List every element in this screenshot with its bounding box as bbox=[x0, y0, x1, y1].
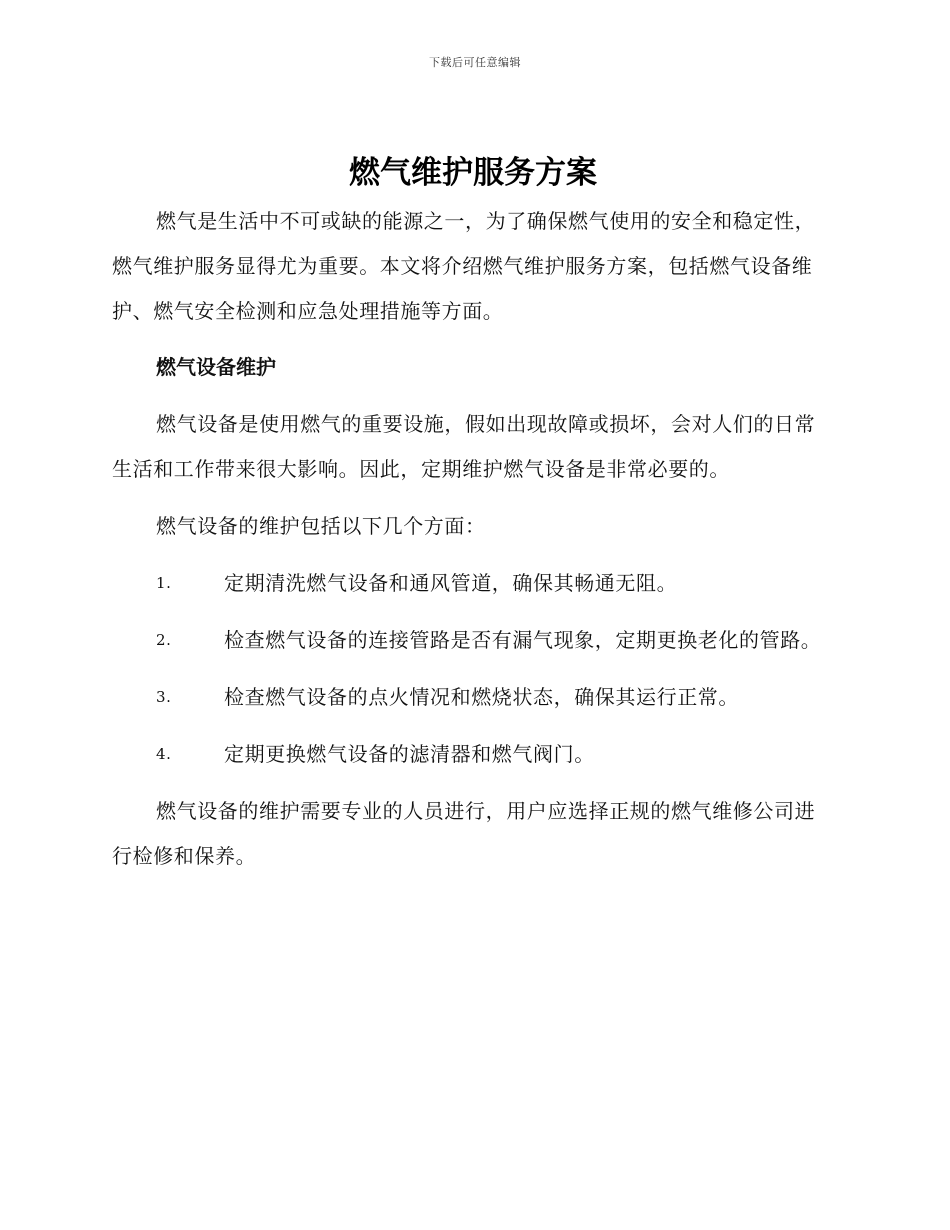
list-item-text: 检查燃气设备的连接管路是否有漏气现象，定期更换老化的管路。 bbox=[224, 628, 822, 652]
list-item-text: 定期更换燃气设备的滤清器和燃气阀门。 bbox=[224, 742, 595, 766]
list-item-number: 4. bbox=[156, 745, 172, 763]
list-item bbox=[112, 561, 834, 606]
closing-paragraph: 燃气设备的维护需要专业的人员进行，用户应选择正规的燃气维修公司进行检修和保养。 bbox=[112, 799, 816, 868]
document-body bbox=[112, 148, 834, 879]
list-item-text: 检查燃气设备的点火情况和燃烧状态，确保其运行正常。 bbox=[224, 685, 739, 709]
document-title: 燃气维护服务方案 bbox=[349, 155, 597, 191]
page-header: 下载后可任意编辑 bbox=[429, 56, 521, 69]
list-item bbox=[112, 732, 834, 777]
list-item bbox=[112, 618, 834, 663]
section-heading: 燃气设备维护 bbox=[156, 355, 276, 379]
list-intro-paragraph: 燃气设备的维护包括以下几个方面： bbox=[156, 514, 486, 538]
list-item bbox=[112, 675, 834, 720]
list-item-number: 2. bbox=[156, 631, 172, 649]
list-item-number: 3. bbox=[156, 688, 172, 706]
section-paragraph: 燃气设备是使用燃气的重要设施，假如出现故障或损坏，会对人们的日常生活和工作带来很大影响。因此，定期维护燃气设备是非常必要的。 bbox=[112, 412, 816, 481]
intro-paragraph: 燃气是生活中不可或缺的能源之一，为了确保燃气使用的安全和稳定性，燃气维护服务显得尤为重要。本文将介绍燃气维护服务方案，包括燃气设备维护、燃气安全检测和应急处理措施等方面。 bbox=[112, 209, 816, 323]
list-item-number: 1. bbox=[156, 574, 172, 592]
list-item-text: 定期清洗燃气设备和通风管道，确保其畅通无阻。 bbox=[224, 571, 678, 595]
